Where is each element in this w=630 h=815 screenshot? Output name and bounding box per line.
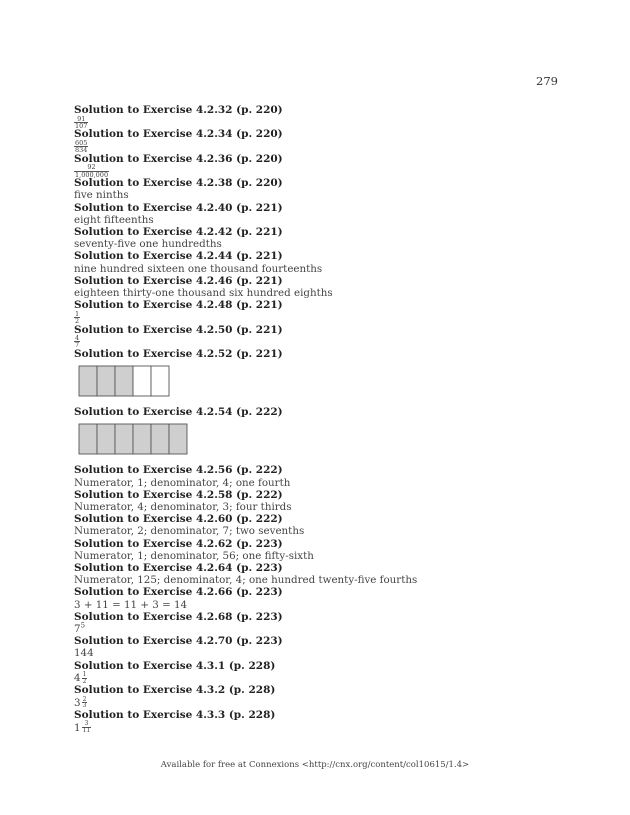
shaded-part <box>79 424 97 454</box>
solution-item <box>74 464 554 488</box>
solution-item <box>74 177 554 201</box>
solution-title: Solution to Exercise 4.3.3 (p. 228) <box>74 709 276 722</box>
mixed-whole: 3 <box>74 696 81 709</box>
solution-answer: Numerator, 2; denominator, 7; two sevenths <box>74 525 305 538</box>
solution-answer: Numerator, 1; denominator, 4; one fourth <box>74 476 291 489</box>
solution-title: Solution to Exercise 4.3.1 (p. 228) <box>74 659 276 672</box>
fraction-denominator: 11 <box>82 727 91 735</box>
fraction-denominator: 7 <box>75 341 80 350</box>
solution-item <box>74 489 554 513</box>
solution-title: Solution to Exercise 4.2.56 (p. 222) <box>74 464 283 477</box>
solution-mixed-number <box>74 721 91 734</box>
solution-fraction <box>74 165 554 177</box>
fraction-numerator: 1 <box>75 309 80 318</box>
solution-item <box>74 202 554 226</box>
power-exponent: 5 <box>80 621 86 630</box>
solution-fraction <box>74 311 554 323</box>
page-number: 279 <box>536 74 558 88</box>
shaded-part <box>115 424 133 454</box>
solution-item <box>74 513 554 537</box>
solution-item <box>74 250 554 274</box>
fraction-bar-figure <box>77 364 171 398</box>
solution-power <box>74 623 554 635</box>
solution-title: Solution to Exercise 4.2.66 (p. 223) <box>74 586 283 599</box>
solution-item <box>74 348 554 398</box>
solution-item <box>74 324 554 348</box>
mixed-whole: 4 <box>74 672 81 685</box>
solution-title: Solution to Exercise 4.2.34 (p. 220) <box>74 128 283 141</box>
solution-fraction <box>74 336 554 348</box>
solution-item <box>74 299 554 323</box>
solution-item <box>74 275 554 299</box>
fraction-denominator: 834 <box>75 146 88 155</box>
fraction-denominator: 2 <box>82 677 87 685</box>
fraction-numerator: 92 <box>87 163 96 172</box>
shaded-part <box>97 424 115 454</box>
solution-title: Solution to Exercise 4.2.42 (p. 221) <box>74 225 283 238</box>
solution-answer: seventy-five one hundredths <box>74 238 222 251</box>
solution-item <box>74 586 554 610</box>
solution-item <box>74 635 554 659</box>
solution-item <box>74 104 554 128</box>
solution-title: Solution to Exercise 4.2.52 (p. 221) <box>74 347 283 360</box>
solution-title: Solution to Exercise 4.2.44 (p. 221) <box>74 250 283 263</box>
solution-title: Solution to Exercise 4.2.60 (p. 222) <box>74 513 283 526</box>
shaded-part <box>97 366 115 396</box>
solution-answer: Numerator, 4; denominator, 3; four thirds <box>74 501 292 513</box>
unshaded-part <box>151 366 169 396</box>
fraction-numerator: 1 <box>82 670 87 678</box>
solution-title: Solution to Exercise 4.2.38 (p. 220) <box>74 177 283 190</box>
solution-title: Solution to Exercise 4.2.68 (p. 223) <box>74 610 283 623</box>
solution-item <box>74 538 554 562</box>
solution-title: Solution to Exercise 4.2.64 (p. 223) <box>74 562 283 575</box>
solution-answer: Numerator, 125; denominator, 4; one hundred twenty-five fourths <box>74 574 418 587</box>
solution-title: Solution to Exercise 4.3.2 (p. 228) <box>74 684 276 697</box>
solution-answer: Numerator, 1; denominator, 56; one fifty-sixth <box>74 549 314 562</box>
solution-answer: five ninths <box>74 189 129 202</box>
solution-title: Solution to Exercise 4.2.70 (p. 223) <box>74 635 283 648</box>
fraction-denominator: 3 <box>82 702 87 710</box>
fraction-numerator: 3 <box>84 720 89 728</box>
solution-fraction <box>74 116 554 128</box>
solution-answer: eighteen thirty-one thousand six hundred eighths <box>74 287 333 299</box>
solution-title: Solution to Exercise 4.2.58 (p. 222) <box>74 488 283 501</box>
solution-item <box>74 660 554 685</box>
fraction-numerator: 2 <box>82 695 87 703</box>
solution-item <box>74 611 554 635</box>
fraction-numerator: 605 <box>75 138 88 147</box>
solution-mixed-number <box>74 672 87 685</box>
solution-item <box>74 709 554 734</box>
solution-mixed-number <box>74 697 87 710</box>
fraction-denominator: 107 <box>75 121 88 130</box>
solution-title: Solution to Exercise 4.2.48 (p. 221) <box>74 299 283 312</box>
solution-answer: 3 + 11 = 11 + 3 = 14 <box>74 598 188 611</box>
solution-item <box>74 562 554 586</box>
solution-fraction <box>74 138 554 155</box>
solution-answer: eight fifteenths <box>74 213 154 226</box>
solution-title: Solution to Exercise 4.2.50 (p. 221) <box>74 323 283 336</box>
fraction-denominator: 1,000,000 <box>75 170 109 179</box>
footer-availability: Available for free at Connexions <http://cnx.org/content/col10615/1.4> <box>160 760 470 770</box>
shaded-part <box>79 366 97 396</box>
solution-title: Solution to Exercise 4.2.36 (p. 220) <box>74 152 283 165</box>
shaded-part <box>151 424 169 454</box>
solution-item <box>74 406 554 456</box>
fraction-numerator: 4 <box>75 334 80 343</box>
fraction-bar-figure <box>77 422 189 456</box>
shaded-part <box>115 366 133 396</box>
solution-item <box>74 684 554 709</box>
shaded-part <box>133 424 151 454</box>
solution-title: Solution to Exercise 4.2.32 (p. 220) <box>74 104 283 116</box>
mixed-whole: 1 <box>74 721 81 734</box>
solution-title: Solution to Exercise 4.2.62 (p. 223) <box>74 537 283 550</box>
solution-item <box>74 153 554 177</box>
solution-answer: nine hundred sixteen one thousand fourteenths <box>74 262 323 275</box>
power-base: 7 <box>74 623 81 636</box>
solution-title: Solution to Exercise 4.2.40 (p. 221) <box>74 201 283 214</box>
solutions-list <box>74 104 554 734</box>
solution-answer: 144 <box>74 647 94 660</box>
solution-item <box>74 128 554 155</box>
solution-title: Solution to Exercise 4.2.46 (p. 221) <box>74 274 283 287</box>
fraction-numerator: 91 <box>77 114 86 123</box>
solution-item <box>74 226 554 250</box>
fraction-denominator: 2 <box>75 317 80 325</box>
solution-title: Solution to Exercise 4.2.54 (p. 222) <box>74 406 283 419</box>
shaded-part <box>169 424 187 454</box>
unshaded-part <box>133 366 151 396</box>
